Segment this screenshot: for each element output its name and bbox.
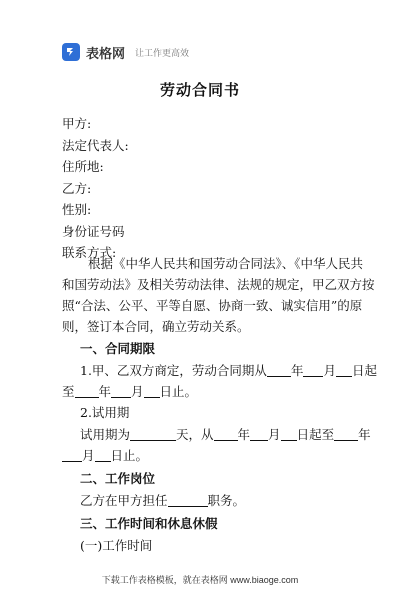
work-time-subheading: (一)工作时间 <box>80 538 153 553</box>
day-end-label: 日止。 <box>159 384 198 399</box>
blank-year <box>267 364 291 377</box>
blank-days <box>130 428 176 441</box>
blank-year <box>334 428 358 441</box>
document-title: 劳动合同书 <box>159 81 240 99</box>
brand-slogan: 让工作更高效 <box>135 47 190 58</box>
blank-month <box>250 428 268 441</box>
section-2-heading: 二、工作岗位 <box>80 471 156 486</box>
blank-year <box>75 385 99 398</box>
site-header <box>62 42 189 62</box>
year-label: 年 <box>237 427 251 442</box>
month-label: 月 <box>268 427 281 442</box>
year-label: 年 <box>358 427 371 442</box>
blank-day <box>336 364 352 377</box>
blank-month <box>62 449 82 462</box>
position-line <box>80 492 245 510</box>
logo-icon <box>62 43 80 61</box>
field-party-b: 乙方: <box>62 180 92 196</box>
blank-day <box>281 428 297 441</box>
section-1-heading: 一、合同期限 <box>80 341 156 356</box>
to-label: 至 <box>62 384 75 399</box>
field-party-a: 甲方: <box>62 116 92 131</box>
year-label: 年 <box>290 363 304 378</box>
party-fields <box>62 113 362 264</box>
section-3-heading: 三、工作时间和休息休假 <box>80 516 218 531</box>
blank-month <box>111 385 131 398</box>
intro-line-3: 照“合法、公平、平等自愿、协商一致、诚实信用”的原 <box>62 298 363 313</box>
day-start-label: 日起 <box>351 363 377 378</box>
probation-text: 试用期为 <box>80 427 131 442</box>
probation-line-2 <box>62 447 148 465</box>
month-label: 月 <box>323 363 336 378</box>
contract-term-line-2 <box>62 383 197 401</box>
days-label: 天，从 <box>176 427 214 442</box>
field-contact: 联系方式: <box>62 245 117 260</box>
probation-heading: 2.试用期 <box>80 405 130 420</box>
intro-line-4: 则，签订本合同，确立劳动关系。 <box>62 319 250 334</box>
field-gender: 性别: <box>62 202 92 217</box>
blank-position <box>168 494 208 507</box>
month-label: 月 <box>82 448 95 463</box>
blank-day <box>95 449 111 462</box>
probation-line-1 <box>80 426 371 444</box>
day-end-label: 日止。 <box>110 448 149 463</box>
position-text: 乙方在甲方担任 <box>80 493 168 508</box>
footer-text: 下载工作表格模板，就在表格网 www.biaoge.com <box>101 575 299 585</box>
field-legal-representative: 法定代表人: <box>62 137 129 153</box>
field-address: 住所地: <box>62 159 104 174</box>
year-label: 年 <box>98 384 112 399</box>
day-start-label: 日起至 <box>296 427 335 442</box>
position-suffix: 职务。 <box>207 493 246 508</box>
brand-name: 表格网 <box>86 45 126 61</box>
blank-year <box>214 428 238 441</box>
month-label: 月 <box>131 384 144 399</box>
contract-term-text: 1.甲、乙双方商定，劳动合同期从 <box>80 363 267 378</box>
contract-term-line-1 <box>80 362 377 380</box>
intro-line-1: 根据《中华人民共和国劳动合同法》、《中华人民共 <box>88 256 364 271</box>
blank-month <box>303 364 323 377</box>
blank-day <box>144 385 160 398</box>
field-id-number: 身份证号码 <box>62 223 125 239</box>
intro-line-2: 和国劳动法》及相关劳动法律、法规的规定，甲乙双方按 <box>62 277 375 292</box>
